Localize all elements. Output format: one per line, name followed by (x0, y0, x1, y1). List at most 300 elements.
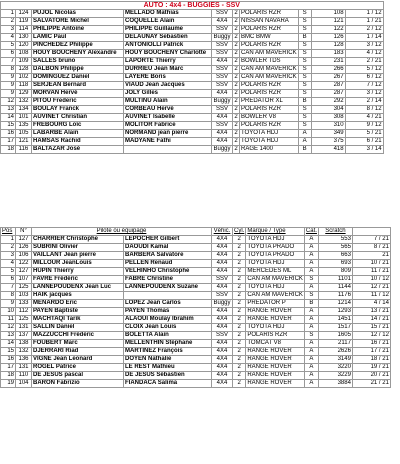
cell-number: 121 (16, 138, 32, 146)
cell-class-rank: 11 / 12 (352, 292, 390, 300)
cell-cyl: 2 (233, 252, 246, 260)
cell-number: 102 (16, 74, 32, 82)
cell-driver: PITOU Frederic (32, 98, 124, 106)
cell-driver: MACHTAQI Tarik (32, 316, 124, 324)
cell-category: A (304, 348, 318, 356)
cell-number: 131 (16, 324, 32, 332)
header-row (1, 228, 391, 236)
header-scratch: Scratch (318, 228, 352, 236)
cell-make: PREDATOR P (246, 300, 305, 308)
cell-position: 19 (1, 380, 16, 388)
cell-category: S (298, 122, 311, 130)
header-make: Marque / Type (246, 228, 305, 236)
table-row (1, 26, 384, 34)
cell-make: PREDATOR XL (240, 98, 299, 106)
cell-scratch: 183 (311, 50, 345, 58)
cell-scratch: 122 (311, 26, 345, 34)
cell-scratch: 231 (311, 58, 345, 66)
cell-make: POLARIS RZR (240, 10, 299, 18)
cell-make: TOYOTA PRADO (246, 252, 305, 260)
cell-vehicle: SSV (212, 26, 233, 34)
cell-codriver (124, 292, 212, 300)
cell-driver: PINCHEDEZ Philippe (32, 42, 124, 50)
cell-cyl: 2 (234, 114, 238, 120)
cell-make: RANGE ROVER (246, 380, 305, 388)
cell-driver: SERJEAN Bernard (32, 82, 124, 90)
cell-codriver: MELLADO Mathias (124, 10, 212, 18)
cell-driver: DJERRARI Riad (32, 348, 124, 356)
cell-driver: DALBON Philippe (32, 66, 124, 74)
cell-position: 4 (1, 260, 16, 268)
cell-scratch: 1517 (318, 324, 352, 332)
cell-driver: CHARRIER Christophe (32, 236, 124, 244)
cell-make: TOYOTA PRADO (246, 244, 305, 252)
cell-position: 17 (1, 364, 16, 372)
cell-cyl: 2 (234, 34, 238, 40)
cell-vehicle: 4X4 (212, 18, 233, 26)
cell-vehicle: 4X4 (212, 348, 233, 356)
header-cat: Cat. (305, 228, 317, 234)
cell-vehicle: 4X4 (212, 236, 233, 244)
cell-position: 14 (1, 114, 16, 122)
cell-scratch: 693 (318, 260, 352, 268)
cell-codriver: MELLENTHIN Stéphane (124, 340, 212, 348)
cell-driver: LANNEPOUDENX Jean Luc (32, 284, 124, 292)
table-row (1, 50, 384, 58)
cell-category: A (304, 268, 318, 276)
cell-category: S (304, 292, 318, 300)
cell-codriver: BARBERA Salvatore (124, 252, 212, 260)
cell-vehicle: SSV (212, 332, 233, 340)
table-row (1, 364, 391, 372)
cell-position: 7 (1, 58, 16, 66)
cell-vehicle: 4X4 (212, 324, 233, 332)
table-row (1, 244, 391, 252)
cell-category: A (304, 236, 318, 244)
cell-codriver: MOLITOR Fabrice (124, 122, 212, 130)
cell-driver: PAYEN Baptiste (32, 308, 124, 316)
cell-number: 104 (16, 380, 32, 388)
cell-codriver: DOYEN Nathalie (124, 356, 212, 364)
cell-class-rank: 14 / 21 (352, 316, 390, 324)
cell-vehicle: SSV (212, 276, 233, 284)
cell-make: TOMCAT V8 (246, 340, 305, 348)
cell-make: TOYOTA HDJ (240, 130, 299, 138)
cell-cyl: 2 (234, 146, 238, 152)
cell-make: POLARIS RZR (240, 122, 299, 130)
cell-number: 108 (16, 50, 32, 58)
cell-class-rank: 20 / 21 (352, 372, 390, 380)
cell-position: 2 (1, 244, 16, 252)
cell-vehicle: 4X4 (212, 58, 233, 66)
cell-vehicle: 4X4 (212, 244, 233, 252)
cell-category: A (298, 130, 311, 138)
cell-make: MERCEDES ML (246, 268, 305, 276)
cell-cyl: 2 (233, 244, 246, 252)
cell-scratch: 3229 (318, 372, 352, 380)
cell-category: A (304, 380, 318, 388)
cell-driver: BALTAZAR José (32, 146, 124, 154)
cell-cyl: 2 (234, 82, 238, 88)
cell-number: 125 (16, 316, 32, 324)
cell-make: TOYOTA HDJ (246, 324, 305, 332)
cell-vehicle: SSV (212, 66, 233, 74)
cell-position: 11 (1, 316, 16, 324)
cell-make: NISSAN NAVARA (240, 18, 299, 26)
cell-number: 131 (16, 364, 32, 372)
cell-vehicle: SSV (212, 292, 233, 300)
cell-scratch: 1605 (318, 332, 352, 340)
header-class (352, 228, 390, 236)
cell-vehicle: SSV (212, 106, 233, 114)
cell-driver: HUPIN Thierry (32, 268, 124, 276)
cell-category: A (304, 324, 318, 332)
cell-scratch: 375 (311, 138, 345, 146)
cell-position: 2 (1, 18, 16, 26)
cell-category: S (298, 106, 311, 114)
table-row (1, 260, 391, 268)
cell-make: RANGE ROVER (246, 372, 305, 380)
cell-codriver: VIAUD Jean Jacques (124, 82, 212, 90)
cell-class-rank: 2 / 12 (345, 26, 383, 34)
cell-number: 128 (16, 66, 32, 74)
cell-class-rank: 3 / 12 (345, 42, 383, 50)
cell-codriver: BOLETTA Alain (124, 332, 212, 340)
cell-driver: VIGNE Jean Leonard (32, 356, 124, 364)
cell-category: B (298, 34, 311, 42)
table-row (1, 106, 384, 114)
cell-position: 10 (1, 308, 16, 316)
cell-class-rank: 19 / 21 (352, 364, 390, 372)
cell-vehicle: 4X4 (212, 90, 233, 98)
table-row (1, 10, 384, 18)
cell-number: 114 (16, 26, 32, 34)
cell-cyl: 2 (233, 292, 246, 300)
cell-cyl: 2 (233, 276, 246, 284)
cell-cyl: 2 (233, 332, 246, 340)
cell-class-rank: 1 / 12 (345, 10, 383, 18)
cell-number: 120 (16, 42, 32, 50)
cell-driver: VAILLANT Jean pierre (32, 252, 124, 260)
cell-make: TOYOTA HDJ (246, 236, 305, 244)
cell-driver: AUVINET Christian (32, 114, 124, 122)
cell-position: 16 (1, 130, 16, 138)
cell-class-rank: 7 / 12 (345, 82, 383, 90)
header-cyl: Cyl. (234, 228, 245, 234)
cell-make: RANGE ROVER (246, 308, 305, 316)
cell-driver: HOUY BOUCHENY Alexandre (32, 50, 124, 58)
cell-make: BMC BMW (240, 34, 299, 42)
cell-cyl: 2 (233, 260, 246, 268)
cell-category: B (304, 300, 318, 308)
cell-scratch: 304 (311, 106, 345, 114)
cell-class-rank: 4 / 12 (345, 50, 383, 58)
cell-make: TOYOTA HDJ (240, 138, 299, 146)
cell-position: 9 (1, 82, 16, 90)
cell-cyl: 2 (233, 284, 246, 292)
cell-class-rank: 21 / 21 (352, 380, 390, 388)
cell-class-rank: 3 / 12 (345, 90, 383, 98)
cell-class-rank: 1 / 14 (345, 34, 383, 42)
cell-scratch: 1293 (318, 308, 352, 316)
cell-position: 15 (1, 122, 16, 130)
cell-category: A (304, 356, 318, 364)
cell-cyl: 2 (234, 18, 238, 24)
cell-codriver: JOLY Gilles (124, 90, 212, 98)
cell-number: 127 (16, 268, 32, 276)
cell-scratch: 3884 (318, 380, 352, 388)
cell-number: 101 (16, 114, 32, 122)
cell-scratch: 418 (311, 146, 345, 154)
cell-position: 15 (1, 348, 16, 356)
cell-number: 132 (16, 348, 32, 356)
cell-scratch: 3220 (318, 364, 352, 372)
cell-driver: LABARBE Alain (32, 130, 124, 138)
table-row (1, 66, 384, 74)
cell-vehicle: 4X4 (212, 364, 233, 372)
cell-vehicle: 4X4 (212, 372, 233, 380)
cell-class-rank: 9 / 12 (345, 122, 383, 130)
cell-codriver: COQUELLE Alain (124, 18, 212, 26)
cell-number: 129 (16, 90, 32, 98)
cell-class-rank: 3 / 14 (345, 146, 383, 154)
cell-codriver: DELAUNAY Sebastien (124, 34, 212, 42)
header-crew: Pilote ou équipage (32, 228, 212, 236)
cell-position: 9 (1, 90, 16, 98)
cell-codriver: LAYERE Boris (124, 74, 212, 82)
header-vehicle: Véhic. (212, 228, 233, 236)
cell-driver: HAMSAS Rachid (32, 138, 124, 146)
cell-category: S (298, 26, 311, 34)
cell-vehicle: SSV (212, 42, 233, 50)
table-row (1, 114, 384, 122)
cell-position: 6 (1, 50, 16, 58)
cell-number: 124 (16, 10, 32, 18)
cell-codriver: FIANDACA Salima (124, 380, 212, 388)
table-title: AUTO : 4x4 - BUGGIES - SSV (1, 2, 384, 10)
cell-cyl: 2 (234, 42, 238, 48)
cell-scratch: 2626 (318, 348, 352, 356)
cell-cyl: 2 (234, 90, 238, 96)
cell-make: POLARIS RZR (240, 90, 299, 98)
cell-position: 9 (1, 74, 16, 82)
cell-codriver: PAYEN Thomas (124, 308, 212, 316)
results-table-top (0, 1, 384, 154)
cell-number: 105 (16, 130, 32, 138)
cell-scratch: 310 (311, 122, 345, 130)
cell-category: S (298, 42, 311, 50)
cell-make: POLARIS RZR (240, 106, 299, 114)
cell-driver: FAVRE Frédéric (32, 276, 124, 284)
cell-codriver: FABRE Christine (124, 276, 212, 284)
cell-codriver: DE JESUS Sébastien (124, 372, 212, 380)
cell-make: RAGE 1400 (240, 146, 299, 154)
cell-cyl: 2 (234, 122, 238, 128)
table-row (1, 316, 391, 324)
cell-category: S (298, 50, 311, 58)
cell-position: 9 (1, 300, 16, 308)
cell-category: A (304, 308, 318, 316)
table-row (1, 236, 391, 244)
cell-scratch: 128 (311, 42, 345, 50)
cell-driver: PUJOL Nicolas (32, 10, 124, 18)
cell-number: 133 (16, 300, 32, 308)
cell-number: 132 (16, 98, 32, 106)
cell-position: 8 (1, 66, 16, 74)
cell-make: CAN AM MAVERICK (241, 66, 297, 72)
cell-vehicle: 4X4 (212, 308, 233, 316)
cell-codriver: HOUY BOUCHENY Charlotte (124, 50, 212, 58)
cell-make: RANGE ROVER (246, 316, 305, 324)
cell-class-rank: 1 / 21 (345, 18, 383, 26)
cell-number: 138 (16, 340, 32, 348)
cell-category: A (304, 284, 318, 292)
cell-vehicle: 4X4 (212, 252, 233, 260)
cell-scratch: 108 (311, 10, 345, 18)
cell-vehicle: SSV (212, 74, 233, 82)
cell-make: POLARIS RZR (246, 332, 305, 340)
cell-cyl: 2 (234, 66, 238, 72)
section-gap (0, 220, 400, 226)
table-row (1, 58, 384, 66)
cell-number: 109 (16, 58, 32, 66)
cell-number: 106 (16, 252, 32, 260)
cell-class-rank: 4 / 14 (352, 300, 390, 308)
cell-make: RANGE ROVER (246, 364, 305, 372)
cell-driver: BOULAY Franck (32, 106, 124, 114)
cell-scratch: 663 (318, 252, 352, 260)
cell-driver: FOUBERT Marc (32, 340, 124, 348)
cell-class-rank: 2 / 21 (345, 58, 383, 66)
cell-driver: BARON Fabrizio (32, 380, 124, 388)
cell-codriver: CORBEAU Hervé (124, 106, 212, 114)
cell-vehicle: SSV (212, 10, 233, 18)
cell-position: 12 (1, 98, 16, 106)
cell-codriver: ANTONIOLLI Patrick (124, 42, 212, 50)
table-row (1, 98, 384, 106)
cell-position: 8 (1, 292, 16, 300)
cell-number: 118 (16, 82, 32, 90)
cell-class-rank: 8 / 21 (352, 244, 390, 252)
cell-cyl: 2 (233, 348, 246, 356)
table-row (1, 138, 384, 146)
cell-cyl: 2 (233, 300, 246, 308)
cell-class-rank: 12 / 21 (352, 284, 390, 292)
cell-position: 1 (1, 10, 16, 18)
cell-vehicle: Buggy (213, 98, 231, 104)
cell-category: A (304, 364, 318, 372)
cell-category: B (298, 146, 311, 154)
cell-cyl: 2 (234, 106, 238, 112)
cell-class-rank: 10 / 21 (352, 260, 390, 268)
cell-cyl: 2 (233, 308, 246, 316)
table-row (1, 380, 391, 388)
cell-vehicle: 4X4 (212, 316, 233, 324)
cell-cyl: 2 (233, 356, 246, 364)
cell-scratch: 2117 (318, 340, 352, 348)
cell-cyl: 2 (234, 26, 238, 32)
cell-class-rank: 7 / 21 (352, 236, 390, 244)
cell-vehicle: 4X4 (212, 380, 233, 388)
cell-make: POLARIS RZR (240, 42, 299, 50)
cell-position: 3 (1, 26, 16, 34)
cell-number: 127 (16, 236, 32, 244)
cell-class-rank: 5 / 21 (345, 130, 383, 138)
cell-scratch: 1144 (318, 284, 352, 292)
table-row (1, 74, 384, 82)
cell-category: S (298, 82, 311, 90)
cell-vehicle: Buggy (213, 34, 231, 40)
cell-number: 110 (16, 372, 32, 380)
table-row (1, 308, 391, 316)
cell-cyl: 2 (234, 98, 238, 104)
cell-number: 112 (16, 308, 32, 316)
table-row (1, 284, 391, 292)
cell-driver: MENARDO Eric (32, 300, 124, 308)
table-row (1, 276, 391, 284)
table-row (1, 324, 391, 332)
cell-codriver: VELHINHO Christophe (124, 268, 212, 276)
cell-driver: SALVATORE Michel (32, 18, 124, 26)
cell-make: BOWLER V8 (240, 114, 299, 122)
cell-class-rank: 16 / 21 (352, 340, 390, 348)
cell-cyl: 2 (233, 364, 246, 372)
cell-position: 5 (1, 42, 16, 50)
cell-vehicle: SSV (212, 82, 233, 90)
cell-position: 13 (1, 106, 16, 114)
cell-codriver: ALAOUI Moulay Ibrahim (124, 316, 212, 324)
cell-scratch: 3149 (318, 356, 352, 364)
cell-vehicle: 4X4 (212, 138, 233, 146)
cell-class-rank: 17 / 21 (352, 348, 390, 356)
cell-category: A (304, 316, 318, 324)
cell-scratch: 349 (311, 130, 345, 138)
cell-codriver: CLOIX Jean Louis (124, 324, 212, 332)
cell-scratch: 308 (311, 114, 345, 122)
cell-codriver: AUVINET Isabelle (124, 114, 212, 122)
cell-position: 16 (1, 356, 16, 364)
cell-class-rank: 18 / 21 (352, 356, 390, 364)
cell-number: 119 (16, 18, 32, 26)
table-row (1, 82, 384, 90)
cell-cyl: 2 (233, 380, 246, 388)
cell-scratch: 292 (311, 98, 345, 106)
cell-position: 18 (1, 146, 16, 154)
cell-scratch: 1176 (318, 292, 352, 300)
cell-scratch: 1101 (318, 276, 352, 284)
cell-category: S (298, 18, 311, 26)
table-row (1, 18, 384, 26)
cell-make: TOYOTA HDJ (246, 260, 305, 268)
table-row (1, 130, 384, 138)
cell-driver: PHILIPPE Antoine (32, 26, 124, 34)
cell-vehicle: 4X4 (212, 268, 233, 276)
cell-scratch: 287 (311, 82, 345, 90)
cell-vehicle: 4X4 (212, 260, 233, 268)
cell-position: 7 (1, 284, 16, 292)
cell-vehicle: 4X4 (212, 130, 233, 138)
cell-scratch: 809 (318, 268, 352, 276)
cell-driver: FREBOURG Loïc (32, 122, 124, 130)
cell-codriver: MARTINEZ François (124, 348, 212, 356)
cell-driver: DE JESUS pascal (32, 372, 124, 380)
cell-category: A (304, 372, 318, 380)
cell-make: TOYOTA HDJ (246, 284, 305, 292)
cell-driver: LAMIC Paul (32, 34, 124, 42)
cell-scratch: 287 (311, 90, 345, 98)
cell-codriver: NORMAND jean pierre (124, 130, 212, 138)
cell-scratch: 1214 (318, 300, 352, 308)
